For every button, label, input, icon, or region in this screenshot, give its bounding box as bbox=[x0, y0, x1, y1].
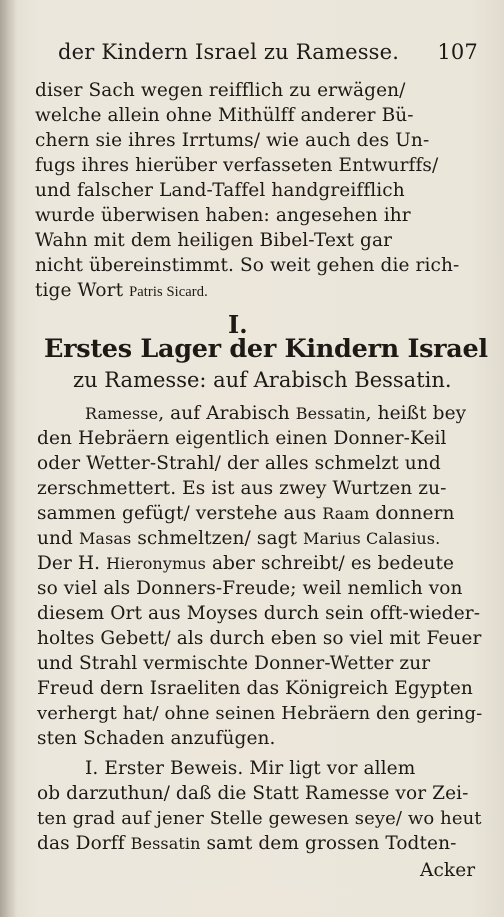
latin-citation: Patris Sicard. bbox=[129, 284, 208, 300]
text-span: samt dem grossen Todten- bbox=[200, 833, 457, 854]
text-span: schmeltzen/ sagt bbox=[131, 528, 304, 549]
paragraph-line: so viel als Donners-Freude; weil nemlich von bbox=[37, 578, 463, 599]
paragraph-line bbox=[37, 530, 440, 549]
text-span: donnern bbox=[369, 503, 455, 524]
latin-word: Ramesse bbox=[85, 404, 159, 423]
latin-word: Bessatin bbox=[130, 834, 201, 853]
running-header bbox=[58, 40, 478, 72]
intro-line: Wahn mit dem heiligen Bibel-Text gar bbox=[35, 230, 393, 251]
catchword: Acker bbox=[420, 860, 476, 881]
paragraph-line bbox=[37, 555, 454, 574]
latin-word: Raam bbox=[322, 504, 370, 523]
latin-word: Bessatin bbox=[295, 404, 366, 423]
paragraph-line bbox=[37, 835, 456, 854]
running-title: der Kindern Israel zu Ramesse. bbox=[58, 40, 400, 64]
intro-text: tige Wort bbox=[35, 280, 124, 301]
paragraph-line: verhergt hat/ ohne seinen Hebräern den gering- bbox=[37, 703, 483, 724]
intro-line: und falscher Land-Taffel handgreifflich bbox=[35, 180, 405, 201]
text-span: , heißt bey bbox=[365, 403, 467, 424]
paragraph-line: ten grad auf jener Stelle gewesen seye/ wo heut bbox=[37, 808, 482, 829]
paragraph-line: und Strahl vermischte Donner-Wetter zur bbox=[37, 653, 431, 674]
paragraph-line: I. Erster Beweis. Mir ligt vor allem bbox=[85, 758, 416, 779]
intro-line: chern sie ihres Irrtums/ wie auch des Un- bbox=[35, 130, 430, 151]
text-span: aber schreibt/ es bedeute bbox=[205, 553, 455, 574]
intro-line-last bbox=[35, 282, 208, 301]
intro-line: nicht übereinstimmt. So weit gehen die rich- bbox=[35, 255, 460, 276]
paragraph-line: diesem Ort aus Moyses durch sein offt-wieder- bbox=[37, 603, 481, 624]
text-span: das Dorff bbox=[37, 833, 131, 854]
intro-line: wurde überwisen haben: angesehen ihr bbox=[35, 205, 411, 226]
latin-name: Marius Calasius. bbox=[303, 529, 441, 548]
paragraph-line: sten Schaden anzufügen. bbox=[37, 728, 276, 749]
latin-name: Hieronymus bbox=[106, 554, 206, 573]
intro-line: diser Sach wegen reifflich zu erwägen/ bbox=[35, 80, 406, 101]
text-span: , auf Arabisch bbox=[158, 403, 296, 424]
page-gutter-shadow bbox=[0, 0, 16, 917]
paragraph-line: den Hebräern eigentlich einen Donner-Keil bbox=[37, 428, 447, 449]
paragraph-line bbox=[85, 405, 466, 424]
text-span: sammen gefügt/ verstehe aus bbox=[37, 503, 323, 524]
text-span: Der H. bbox=[37, 553, 107, 574]
section-subheading: zu Ramesse: auf Arabisch Bessatin. bbox=[73, 368, 452, 392]
intro-line: fugs ihres hierüber verfasseten Entwurffs/ bbox=[35, 155, 439, 176]
latin-word: Masas bbox=[78, 529, 132, 548]
paragraph-line: oder Wetter-Strahl/ der alles schmelzt und bbox=[37, 453, 441, 474]
intro-line: welche allein ohne Mithülff anderer Bü- bbox=[35, 105, 414, 126]
paragraph-line: ob darzuthun/ daß die Statt Ramesse vor Zei- bbox=[37, 783, 469, 804]
paragraph-line: Freud dern Israeliten das Königreich Egypten bbox=[37, 678, 473, 699]
paragraph-line: zerschmettert. Es ist aus zwey Wurtzen zu- bbox=[37, 478, 447, 499]
page-number: 107 bbox=[437, 40, 478, 64]
section-heading: Erstes Lager der Kindern Israel bbox=[44, 334, 488, 364]
text-span: und bbox=[37, 528, 79, 549]
paragraph-line: holtes Gebett/ als durch eben so viel mit Feuer bbox=[37, 628, 482, 649]
paragraph-line bbox=[37, 505, 455, 524]
section-number: I. bbox=[228, 310, 248, 339]
